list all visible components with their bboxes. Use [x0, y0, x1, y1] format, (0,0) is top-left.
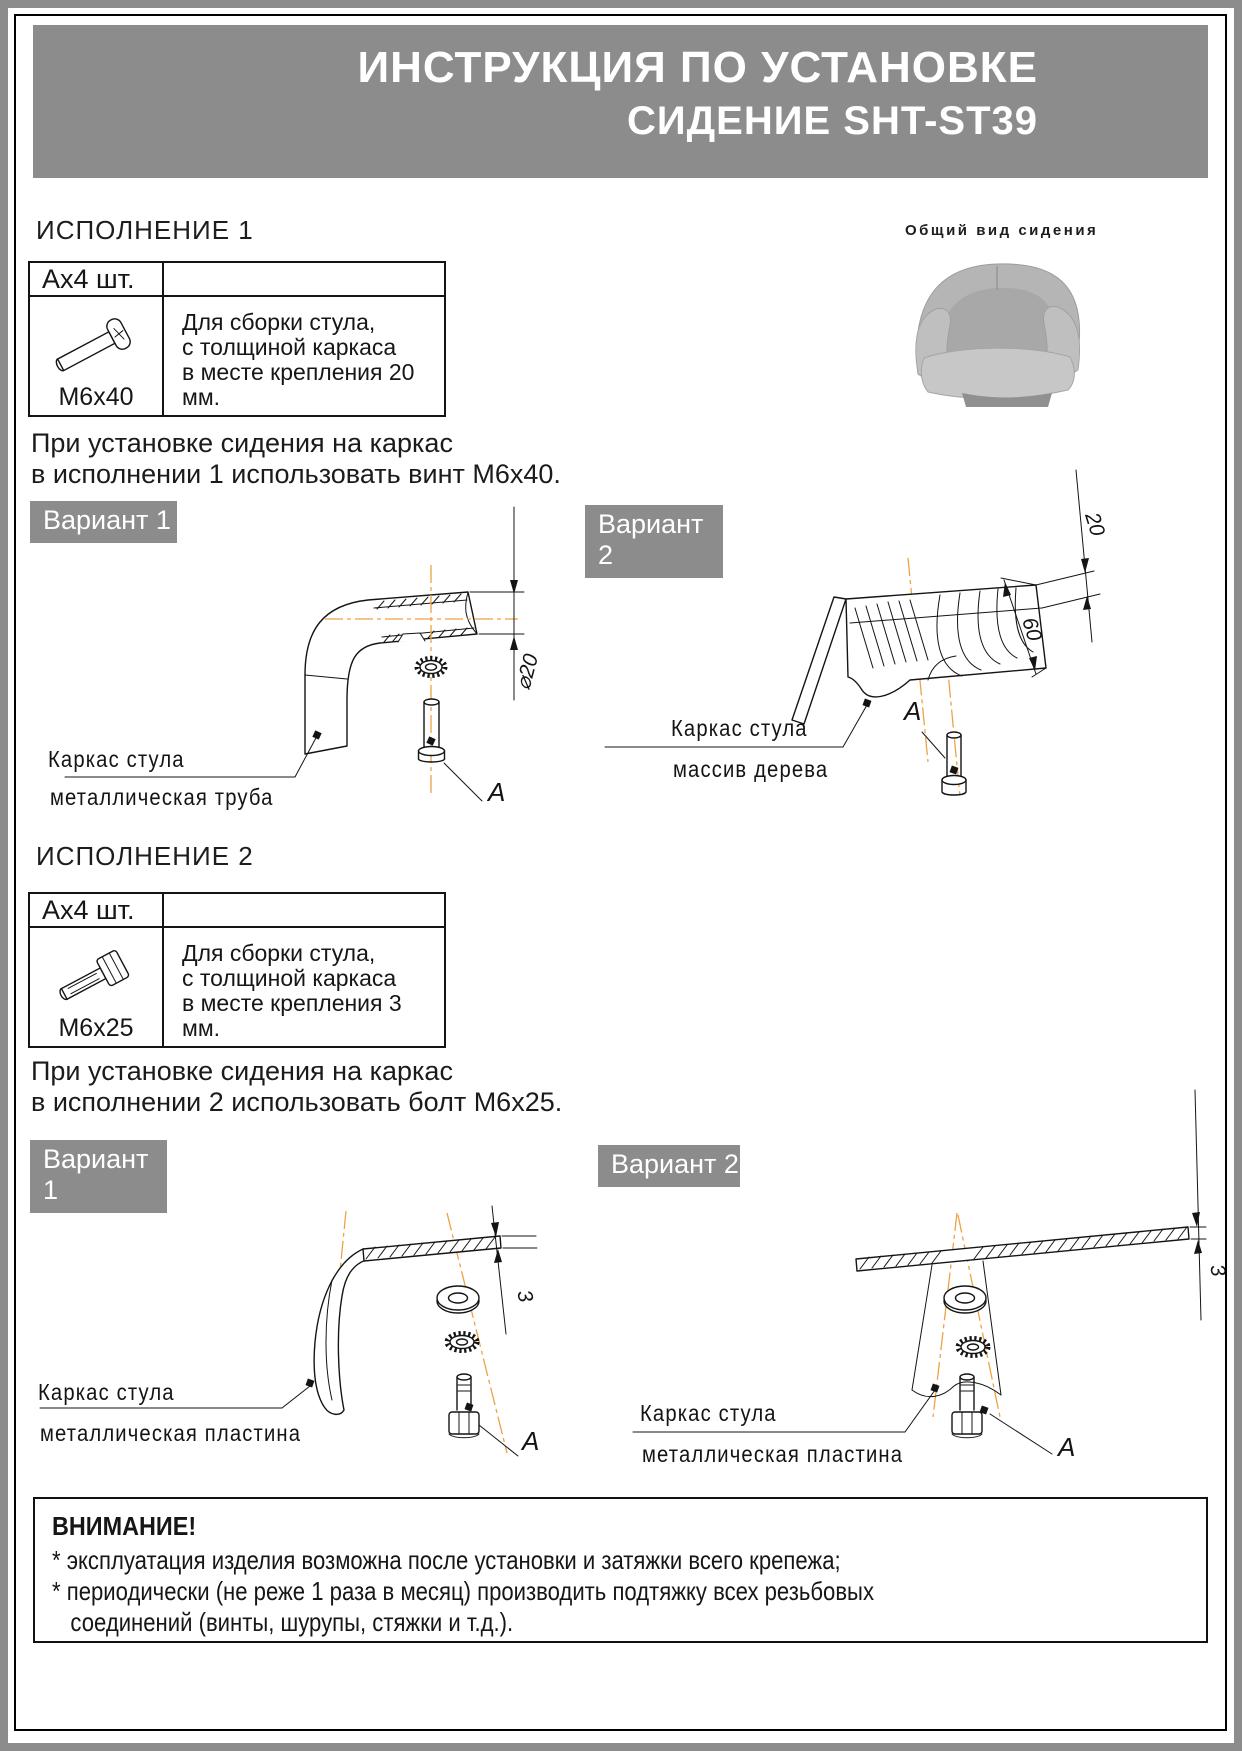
- part-desc-line: в месте крепления 3 мм.: [182, 990, 402, 1041]
- callout-frame-material: металлическая труба: [50, 784, 274, 810]
- frame-legs: [912, 1261, 1001, 1395]
- flat-washer-hole: [956, 1293, 975, 1303]
- section-mark-a: A: [522, 1426, 540, 1456]
- bolt-tip: [457, 1374, 471, 1380]
- part-cell: [30, 928, 164, 1046]
- part-desc-line: Для сборки стула,: [182, 309, 376, 335]
- parts-header-spacer: [164, 894, 444, 928]
- section1-note: [31, 428, 561, 490]
- callout-frame-material: металлическая пластина: [40, 1420, 302, 1446]
- part-cell: [30, 297, 164, 415]
- plate-flange: [363, 1236, 501, 1261]
- warning-line: соединений (винты, шурупы, стяжки и т.д.).: [52, 1607, 514, 1637]
- overview-caption: Общий вид сидения: [905, 222, 1099, 239]
- part-desc-line: с толщиной каркаса: [182, 965, 397, 991]
- seat-cushion: [921, 348, 1074, 398]
- warning-line: * периодически (не реже 1 раза в месяц) производить подтяжку всех резьбовых: [52, 1576, 875, 1606]
- header-band: [33, 25, 1208, 178]
- attach-marker: [931, 1384, 940, 1393]
- parts-table-1: [28, 261, 446, 417]
- break-line: [912, 1382, 1001, 1397]
- plate-strip: [856, 1227, 1189, 1271]
- part-size-label: M6x40: [58, 383, 134, 411]
- dim-arrow: [494, 1249, 502, 1263]
- leader-a: [444, 763, 482, 801]
- bolt-thread: [961, 1385, 973, 1391]
- note-line: в исполнении 1 использовать винт M6x40.: [31, 459, 561, 489]
- callout-frame-title: Каркас стула: [48, 746, 185, 772]
- parts-qty: Ax4 шт.: [30, 894, 164, 928]
- parts-table-2: [28, 892, 446, 1048]
- callout-frame-title: Каркас стула: [38, 1379, 175, 1405]
- attach-marker: [426, 736, 435, 745]
- bolt-tip: [960, 1374, 974, 1380]
- dim-3-label: 3: [512, 1287, 538, 1305]
- dim20-lines: [1036, 470, 1100, 642]
- dim-lines: [492, 1206, 537, 1334]
- section2-heading: ИСПОЛНЕНИЕ 2: [36, 841, 254, 871]
- attach-marker: [863, 699, 872, 708]
- lock-washer-hole: [457, 1339, 468, 1345]
- seat-photo: [900, 252, 1095, 410]
- screw-head-top: [419, 747, 445, 756]
- section-mark-a: A: [1058, 1432, 1076, 1462]
- dim-diameter-label: ⌀20: [511, 651, 544, 693]
- chip-s2-variant2: Вариант 2: [598, 1145, 740, 1187]
- dim-60-label: 60: [1017, 614, 1047, 644]
- drawing-s1-v2-wood: [560, 440, 1208, 810]
- bolt-thread: [458, 1385, 470, 1391]
- parts-header-spacer: [164, 263, 444, 297]
- attach-marker: [465, 1403, 474, 1412]
- bolt-hex-head: [952, 1412, 982, 1434]
- plate-body: [314, 1249, 366, 1414]
- section-mark-a: A: [904, 696, 922, 726]
- leader-a: [990, 1414, 1052, 1454]
- dim-arrow: [510, 636, 518, 650]
- tube-outline: [305, 592, 477, 754]
- section1-heading: ИСПОЛНЕНИЕ 1: [36, 215, 254, 245]
- chip-s2-variant1: Вариант 1: [30, 1140, 167, 1213]
- part-size-label: M6x25: [58, 1014, 134, 1042]
- doc-title-line1: ИНСТРУКЦИЯ ПО УСТАНОВКЕ: [357, 43, 1038, 92]
- dim-3-label: 3: [1205, 1262, 1231, 1279]
- dim-lines: [1190, 1090, 1206, 1320]
- drawing-s2-v1-plate: [30, 1080, 550, 1470]
- callout-frame-title: Каркас стула: [671, 715, 808, 741]
- callout-frame-title: Каркас стула: [640, 1400, 777, 1426]
- lock-washer-hole: [968, 1344, 979, 1350]
- flat-washer-hole: [449, 1293, 468, 1303]
- doc-title-line2: СИДЕНИЕ SHT-ST39: [627, 99, 1038, 143]
- chip-s1-variant1: Вариант 1: [30, 501, 177, 543]
- chip-s1-variant2: Вариант 2: [585, 505, 723, 578]
- screw-tip: [424, 699, 439, 705]
- part-desc-line: в месте крепления 20 мм.: [182, 359, 415, 410]
- dim-arrow: [1194, 1240, 1202, 1254]
- leader-a: [479, 1425, 518, 1456]
- warning-line: * эксплуатация изделия возможна после установки и затяжки всего крепежа;: [52, 1545, 841, 1575]
- part-description: [164, 928, 444, 1046]
- warning-box: [33, 1497, 1208, 1643]
- note-line: в исполнении 2 использовать болт M6x25.: [31, 1087, 563, 1117]
- side-board: [792, 597, 846, 724]
- part-description: [164, 297, 444, 415]
- dim-arrow: [1081, 558, 1089, 573]
- leader-a: [922, 732, 945, 758]
- lock-washer-hole: [426, 664, 437, 670]
- warning-title: ВНИМАНИЕ!: [52, 1511, 197, 1541]
- part-desc-line: Для сборки стула,: [182, 940, 376, 966]
- callout-frame-material: металлическая пластина: [642, 1441, 904, 1467]
- note-line: При установке сидения на каркас: [31, 428, 453, 458]
- part-desc-line: с толщиной каркаса: [182, 334, 397, 360]
- screw-head-top: [942, 776, 966, 785]
- hex-bolt-icon: [36, 932, 156, 1014]
- dim-20-label: 20: [1080, 509, 1110, 539]
- machine-screw-icon: [36, 301, 156, 383]
- screw-tip: [947, 732, 961, 738]
- parts-qty: Ax4 шт.: [30, 263, 164, 297]
- note-line: При установке сидения на каркас: [31, 1056, 453, 1086]
- callout-frame-material: массив дерева: [673, 756, 829, 782]
- bolt-hex-head: [449, 1412, 479, 1434]
- section-mark-a: A: [488, 777, 506, 807]
